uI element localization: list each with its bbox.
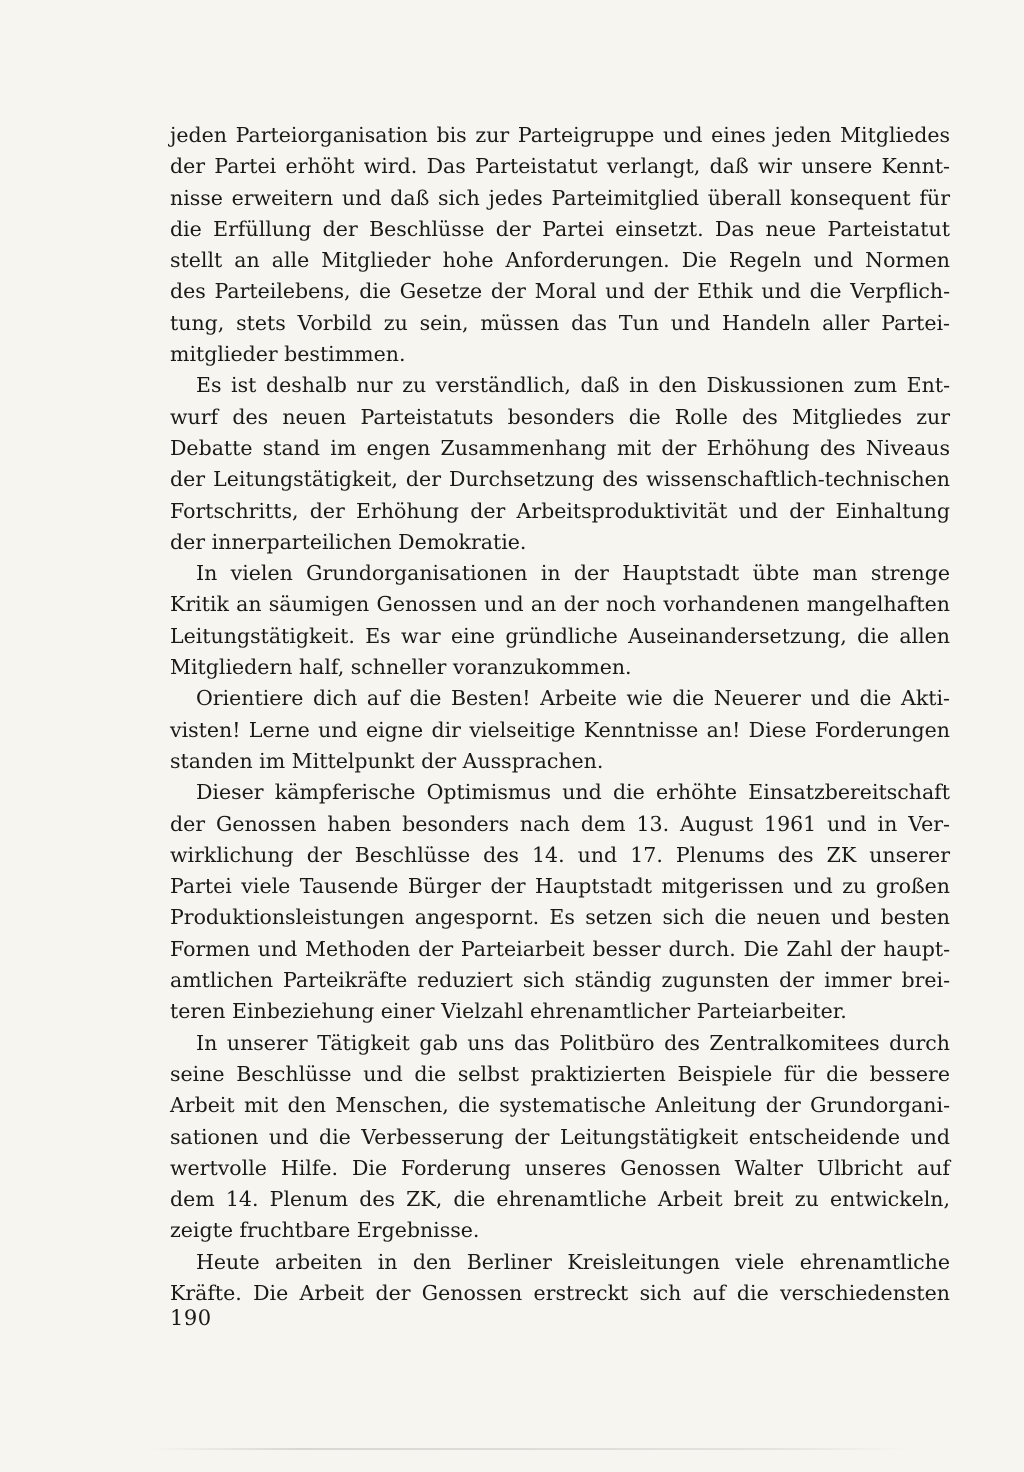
text-line: teren Einbeziehung einer Vielzahl ehrenamtlicher Parteiarbeiter.	[170, 999, 847, 1024]
text-line: zeigte fruchtbare Ergebnisse.	[170, 1218, 480, 1243]
text-line: dem 14. Plenum des ZK, die ehrenamtliche Arbeit breit zu entwickeln,	[170, 1187, 950, 1212]
text-line: jeden Parteiorganisation bis zur Parteigruppe und eines jeden Mitgliedes	[170, 123, 950, 147]
text-line: Fortschritts, der Erhöhung der Arbeitsproduktivität und der Einhaltung	[170, 498, 950, 523]
text-line: Kritik an säumigen Genossen und an der noch vorhandenen mangelhaften	[170, 592, 950, 617]
text-line: standen im Mittelpunkt der Aussprachen.	[170, 748, 604, 773]
text-line: Produktionsleistungen angespornt. Es setzen sich die neuen und besten	[170, 905, 950, 930]
text-line: der innerparteilichen Demokratie.	[170, 529, 527, 554]
text-line: stellt an alle Mitglieder hohe Anforderungen. Die Regeln und Normen	[170, 248, 950, 273]
text-line: wirklichung der Beschlüsse des 14. und 17. Plenums des ZK unserer	[170, 842, 950, 867]
paragraph	[170, 370, 950, 558]
text-line: Arbeit mit den Menschen, die systematische Anleitung der Grundorgani-	[170, 1093, 950, 1118]
text-line: Es ist deshalb nur zu verständlich, daß in den Diskussionen zum Ent-	[196, 373, 950, 398]
text-line: visten! Lerne und eigne dir vielseitige Kenntnisse an! Diese Forderungen	[170, 717, 950, 742]
text-line: In unserer Tätigkeit gab uns das Politbüro des Zentralkomitees durch	[196, 1030, 950, 1055]
body-text	[170, 120, 950, 1309]
text-line: Orientiere dich auf die Besten! Arbeite wie die Neuerer und die Akti-	[196, 686, 950, 711]
text-line: des Parteilebens, die Gesetze der Moral und der Ethik und die Verpflich-	[170, 279, 950, 304]
text-line: tung, stets Vorbild zu sein, müssen das Tun und Handeln aller Partei-	[170, 310, 950, 335]
text-line: wurf des neuen Parteistatuts besonders die Rolle des Mitgliedes zur	[170, 404, 950, 429]
text-line: Leitungstätigkeit. Es war eine gründliche Auseinandersetzung, die allen	[170, 623, 950, 648]
text-line: Kräfte. Die Arbeit der Genossen erstreckt sich auf die verschiedensten	[170, 1280, 950, 1305]
text-line: nisse erweitern und daß sich jedes Parteimitglied überall konsequent für	[170, 185, 950, 210]
text-line: seine Beschlüsse und die selbst praktizierten Beispiele für die bessere	[170, 1061, 950, 1086]
text-line: amtlichen Parteikräfte reduziert sich ständig zugunsten der immer brei-	[170, 968, 950, 993]
text-line: Debatte stand im engen Zusammenhang mit der Erhöhung des Niveaus	[170, 435, 950, 460]
page-number: 190	[170, 1306, 212, 1330]
text-line: Partei viele Tausende Bürger der Hauptstadt mitgerissen und zu großen	[170, 874, 950, 899]
paragraph	[170, 683, 950, 777]
text-line: mitglieder bestimmen.	[170, 342, 406, 367]
text-line: Heute arbeiten in den Berliner Kreisleitungen viele ehrenamtliche	[196, 1249, 950, 1274]
text-line: Dieser kämpferische Optimismus und die erhöhte Einsatzbereitschaft	[196, 780, 950, 805]
paragraph	[170, 777, 950, 1027]
text-line: Formen und Methoden der Parteiarbeit besser durch. Die Zahl der haupt-	[170, 936, 950, 961]
paragraph	[170, 558, 950, 683]
text-line: sationen und die Verbesserung der Leitungstätigkeit entscheidende und	[170, 1124, 950, 1149]
text-line: der Leitungstätigkeit, der Durchsetzung des wissenschaftlich-technischen	[170, 467, 950, 492]
text-line: Mitgliedern half, schneller voranzukommen.	[170, 655, 632, 680]
paragraph	[170, 120, 950, 370]
scan-edge-line	[150, 1448, 910, 1450]
paragraph	[170, 1247, 950, 1310]
text-line: wertvolle Hilfe. Die Forderung unseres Genossen Walter Ulbricht auf	[170, 1155, 950, 1180]
paragraph	[170, 1028, 950, 1247]
text-line: der Genossen haben besonders nach dem 13. August 1961 und in Ver-	[170, 811, 950, 836]
text-line: der Partei erhöht wird. Das Parteistatut verlangt, daß wir unsere Kennt-	[170, 154, 950, 179]
text-line: die Erfüllung der Beschlüsse der Partei einsetzt. Das neue Parteistatut	[170, 216, 950, 241]
text-line: In vielen Grundorganisationen in der Hauptstadt übte man strenge	[196, 561, 950, 586]
